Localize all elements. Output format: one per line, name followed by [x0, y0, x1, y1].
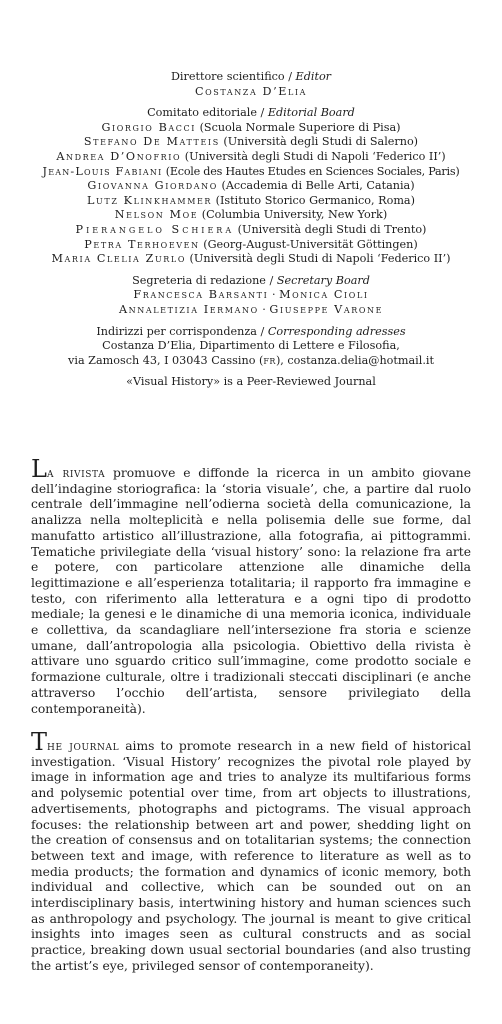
correspondence-line-2 [0, 354, 502, 369]
paragraph-italian [31, 455, 472, 717]
board-member-name: Petra Terhoeven [84, 237, 200, 251]
board-member [0, 150, 502, 165]
correspondence-line-1: Costanza D’Elia, Dipartimento di Lettere e Filosofia, [102, 339, 400, 353]
secretary-member: Francesca Barsanti [133, 288, 269, 302]
correspondence-label-en: Corresponding adresses [267, 324, 406, 338]
paragraph-text: promuove e diffonde la ricerca in un ambito giovane dell’indagine storiografica: la ‘storia visuale’, che, a partire dal ruolo centrale dell’immagine nell’odierna società della comunicazione, la analizza nella molteplicità e nella polisemia delle sue forme, dal manufatto artistico all’illustrazione, alla fotografia, ai pittogrammi. Tematiche privilegiate della ‘visual history’ sono: la relazione fra arte e potere, con particolare attenzione alle dinamiche della legittimazione e all’esperienza totalitaria; il rapporto fra immagine e testo, con riferimento alla letteratura e a ogni tipo di prodotto mediale; la genesi e le dinamiche di una memoria iconica, individuale e collettiva, da scandagliare nell’intersezione fra storia e scienze umane, dall’antropologia alla psicologia. Obiettivo della rivista è attivare uno sguardo critico sull’immagine, come prodotto sociale e formazione culturale, oltre i tradizionali steccati disciplinari (e anche attraverso l’occhio dell’artista, sensore privilegiato della contemporaneità). [31, 466, 472, 716]
board-member-affiliation: (Università degli Studi di Salerno) [223, 135, 419, 149]
board-member [0, 252, 502, 267]
board-member-name: Giorgio Bacci [101, 120, 196, 134]
board-member-affiliation: (Columbia University, New York) [201, 208, 388, 222]
masthead [0, 70, 502, 397]
board-member-affiliation: (Ecole des Hautes Etudes en Sciences Sociales, Paris) [165, 164, 460, 178]
address-part: via Zamosch 43, I 03043 Cassino ( [68, 353, 264, 367]
secretary-row: Francesca Barsanti · Monica Cioli [133, 288, 369, 302]
editorial-board-label-en: Editorial Board [267, 106, 355, 120]
drop-cap: L [31, 455, 47, 483]
editorial-board-label-it: Comitato editoriale [147, 106, 257, 120]
drop-cap: T [31, 728, 48, 756]
secretary-member: Monica Cioli [279, 288, 369, 302]
board-member-affiliation: (Georg-August-Universität Göttingen) [203, 237, 418, 251]
province-code: fr [263, 353, 276, 367]
secretary-board-label-it: Segreteria di redazione [132, 273, 266, 287]
board-member-affiliation: (Istituto Storico Germanico, Roma) [215, 193, 415, 207]
secretary-row: Annaletizia Iermano · Giuseppe Varone [118, 302, 384, 316]
board-member-name: Giovanna Giordano [87, 179, 218, 193]
board-member-affiliation: (Università degli Studi di Trento) [237, 222, 427, 236]
correspondence-block [0, 325, 502, 369]
peer-review-note: «Visual History» is a Peer-Reviewed Journal [126, 375, 376, 389]
lead-words: he journal [47, 739, 120, 753]
correspondence-label-it: Indirizzi per corrispondenza [96, 324, 257, 338]
secretary-board-block [0, 274, 502, 318]
editor-block [0, 70, 502, 99]
board-member-name: Nelson Moe [114, 208, 199, 222]
paragraph-text: aims to promote research in a new field of historical investigation. ‘Visual History’ recognizes the pivotal role played by image in information age and tries to analyze its multifarious forms and polysemic potential over time, from art objects to illustrations, advertisements, photographs and pictograms. The visual approach focuses: the relationship between art and power, shedding light on the creation of consensus and on totalitarian systems; the connection between text and image, with reference to literature as well as to media products; the formation and dynamics of iconic memory, both individual and collective, which can be sounded out on an interdisciplinary basis, intertwining history and human sciences such as anthropology and psychology. The journal is meant to give critical insights into images seen as cultural constructs and as social practice, breaking down usual sectorial boundaries (and also trusting the artist’s eye, privileged sensor of contemporaneity). [31, 739, 472, 973]
board-member-name: Maria Clelia Zurlo [51, 252, 186, 266]
secretary-board-label: Segreteria di redazione / Secretary Board [132, 273, 370, 287]
editorial-board-block [0, 106, 502, 267]
board-member-affiliation: (Accademia di Belle Arti, Catania) [221, 179, 415, 193]
editor-label: Direttore scientifico / Editor [170, 70, 332, 83]
editor-label-it: Direttore scientifico [170, 70, 285, 83]
paragraph-english [31, 728, 472, 975]
board-member-affiliation: (Scuola Normale Superiore di Pisa) [199, 120, 401, 134]
editor-name: Costanza D’Elia [194, 84, 308, 98]
secretary-member: Giuseppe Varone [269, 302, 384, 316]
board-member [0, 135, 502, 150]
board-member-name: Pierangelo Schiera [75, 222, 235, 236]
board-member [0, 238, 502, 253]
editor-label-en: Editor [295, 70, 332, 83]
lead-words: a rivista [46, 466, 106, 480]
board-member [0, 208, 502, 223]
secretary-member: Annaletizia Iermano [118, 302, 259, 316]
board-member [0, 121, 502, 136]
email-address: ), costanza.delia@hotmail.it [275, 353, 434, 367]
board-member-affiliation: (Università degli Studi di Napoli ‘Federico II’) [189, 252, 451, 266]
board-member [0, 179, 502, 194]
board-member-name: Jean-Louis Fabiani [42, 164, 163, 178]
board-member-affiliation: (Università degli Studi di Napoli ‘Federico II’) [184, 149, 446, 163]
secretary-board-label-en: Secretary Board [276, 273, 370, 287]
editorial-board-label: Comitato editoriale / Editorial Board [147, 106, 355, 120]
board-member [0, 223, 502, 238]
board-member-name: Stefano De Matteis [83, 135, 220, 149]
board-member [0, 194, 502, 209]
board-member [0, 165, 502, 180]
correspondence-label: Indirizzi per corrispondenza / Corresponding adresses [96, 324, 406, 338]
board-member-name: Andrea D’Onofrio [56, 149, 182, 163]
board-member-name: Lutz Klinkhammer [87, 193, 213, 207]
